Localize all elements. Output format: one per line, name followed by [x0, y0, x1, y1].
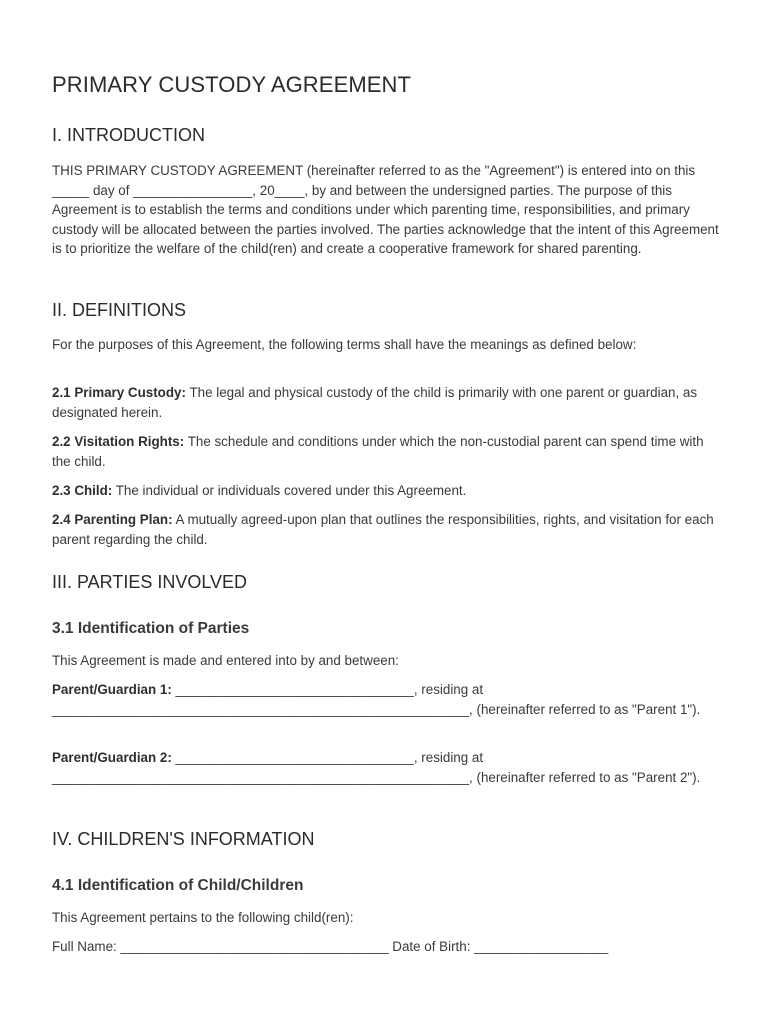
definition-term: 2.2 Visitation Rights:: [52, 434, 185, 449]
document-title: PRIMARY CUSTODY AGREEMENT: [52, 72, 412, 97]
subsection-heading-identification-of-parties: 3.1 Identification of Parties: [52, 620, 250, 637]
definition-visitation-rights: [52, 432, 722, 471]
definition-text: The schedule and conditions under which the non-custodial parent can spend time with the child.: [52, 434, 704, 469]
definition-term: 2.4 Parenting Plan:: [52, 512, 173, 527]
party-1-text: ________________________________, residing at ________________________________________________________, (hereinafter referred to as "Parent 1").: [52, 682, 701, 717]
child-fullname-dob-line: Full Name: ____________________________________ Date of Birth: __________________: [52, 939, 609, 954]
section-heading-childrens-information: IV. CHILDREN'S INFORMATION: [52, 829, 315, 849]
definition-primary-custody: [52, 383, 722, 422]
subsection-heading-identification-of-children: 4.1 Identification of Child/Children: [52, 877, 304, 894]
party-1-entry: [52, 680, 722, 719]
party-1-label: Parent/Guardian 1:: [52, 682, 172, 697]
definition-text: The legal and physical custody of the child is primarily with one parent or guardian, as designated herein.: [52, 385, 698, 420]
definitions-intro-paragraph: For the purposes of this Agreement, the following terms shall have the meanings as defined below:: [52, 337, 637, 352]
definition-text: The individual or individuals covered under this Agreement.: [115, 483, 467, 498]
party-2-entry: [52, 748, 722, 787]
section-heading-introduction: I. INTRODUCTION: [52, 125, 205, 145]
parties-intro-paragraph: This Agreement is made and entered into by and between:: [52, 653, 399, 668]
definition-term: 2.1 Primary Custody:: [52, 385, 186, 400]
section-heading-definitions: II. DEFINITIONS: [52, 300, 187, 320]
children-intro-paragraph: This Agreement pertains to the following child(ren):: [52, 910, 354, 925]
definition-child: [52, 481, 722, 501]
party-2-text: ________________________________, residing at ________________________________________________________, (hereinafter referred to as "Parent 2").: [52, 750, 701, 785]
definition-parenting-plan: [52, 510, 722, 549]
introduction-paragraph: THIS PRIMARY CUSTODY AGREEMENT (hereinafter referred to as the "Agreement") is entered into on this _____ day of ________________, 20____, by and between the undersigned parties. The purpose of this Agreement is to establish the terms and conditions under which parenting time, responsibilities, and primary custody will be allocated between the parties involved. The parties acknowledge that the intent of this Agreement is to prioritize the welfare of the child(ren) and create a cooperative framework for shared parenting.: [52, 163, 719, 256]
party-2-label: Parent/Guardian 2:: [52, 750, 172, 765]
definition-term: 2.3 Child:: [52, 483, 113, 498]
definition-text: A mutually agreed-upon plan that outlines the responsibilities, rights, and visitation for each parent regarding the child.: [52, 512, 714, 547]
section-heading-parties: III. PARTIES INVOLVED: [52, 572, 248, 592]
